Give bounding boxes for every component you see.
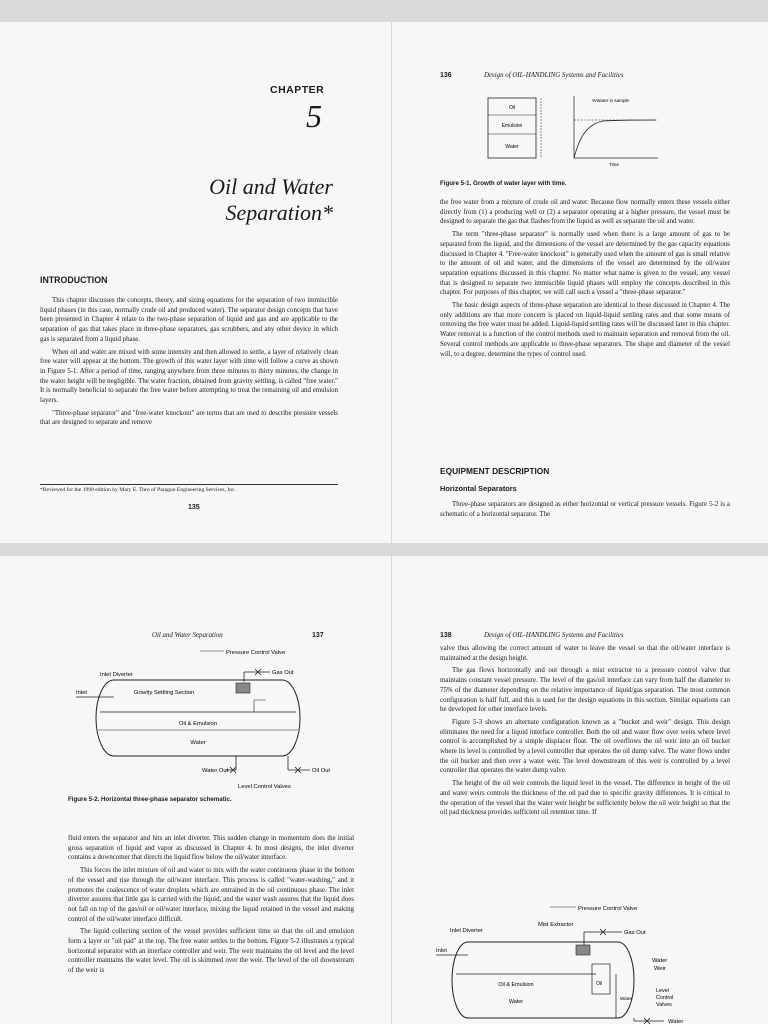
- paragraph: "Three-phase separator" and "free-water knockout" are terms that are used to describe pressure vessels that are designed to separate and remove: [40, 409, 338, 427]
- paragraph: fluid enters the separator and hits an inlet diverter. This sudden change in momentum does the initial gross separation of liquid and vapor as discussed in Chapter 4. In most designs, the inlet diverter contains a downcomer that directs the liquid flow below the oil/water interface.: [68, 835, 354, 862]
- paragraph: This chapter discusses the concepts, theory, and sizing equations for the separation of two immiscible liquid phases (in this case, normally crude oil and produced water). The separator design concepts that have been presented in Chapter 4 relate to the two-phase separation of liquid and gas and are applicable to the separation of gas that takes place in three-phase separators, gas scrubbers, and any other device in which gas is separated from a liquid phase.: [40, 297, 338, 343]
- gravity-section-label: Gravity Settling Section: [134, 690, 195, 696]
- water-weir-label-1: Water: [652, 958, 668, 964]
- inlet-diverter-label: Inlet Diverter: [100, 672, 133, 678]
- running-head: Design of OIL-HANDLING Systems and Facilities: [484, 72, 624, 79]
- curve-label: %Water in sample: [592, 98, 630, 103]
- level-label-3: Valves: [656, 1002, 672, 1008]
- pressure-valve-label: Pressure Control Valve: [226, 650, 286, 656]
- oil-bucket: [592, 964, 610, 994]
- mist-extractor-icon: [576, 945, 590, 955]
- level-label-1: Level: [656, 988, 669, 994]
- x-axis-label: Time: [608, 162, 620, 167]
- page-138: [392, 556, 768, 1024]
- paragraph: the free water from a mixture of crude oil and water. Because flow normally enters these vessels either directly from (1) a producing well or (2) a separator operating at a higher pressure, the vessel must be designed to separate the gas that flashes from the liquid as well as separate the oil and water.: [440, 199, 730, 226]
- layer-water-label: Water: [505, 144, 519, 150]
- water-out-label: Water Out: [202, 768, 229, 774]
- page-number: 138: [440, 632, 452, 639]
- figure-5-2: [70, 646, 360, 796]
- layer-emulsion-label: Emulsion: [501, 123, 523, 129]
- figure-5-1: [478, 90, 668, 170]
- chapter-number: 5: [306, 98, 322, 134]
- subsection-heading: Horizontal Separators: [440, 484, 517, 493]
- running-head: Design of OIL-HANDLING Systems and Facilities: [484, 632, 624, 639]
- body-text-2: [440, 500, 730, 522]
- page-number: 136: [440, 72, 452, 79]
- oil-label: Oil: [596, 981, 603, 987]
- inlet-label: Inlet: [436, 948, 447, 954]
- page-136: [392, 22, 768, 543]
- mist-extractor-label: Mist Extractor: [538, 922, 574, 928]
- water-weir-label-2: Weir: [654, 966, 666, 972]
- paragraph: This forces the inlet mixture of oil and water to mix with the water continuous phase in the bottom of the vessel and rise through the oil/water interface. This process is called "water-washing," and it promotes the coalescence of water droplets which are entrained in the oil continuous phase. The inlet diverter assures that little gas is carried with the liquid, and the water wash assures that the liquid does not fall on top of the gas/oil or oil/water interface, mixing the liquid retained in the vessel and making control of the oil/water interface difficult.: [68, 867, 354, 923]
- paragraph: The liquid collecting section of the vessel provides sufficient time so that the oil and emulsion form a layer or "oil pad" at the top. The free water settles to the bottom. Figure 5-2 illustrates a typical horizontal separator with an interface controller and weir. The weir maintains the oil level and the level controller maintains the water level. The oil is skimmed over the weir. The level of the oil downstream of the weir is: [68, 928, 354, 975]
- growth-curve: [574, 120, 656, 158]
- running-head: Oil and Water Separation: [152, 632, 223, 639]
- water-label: Water: [190, 740, 206, 746]
- paragraph: The height of the oil weir controls the liquid level in the vessel. The difference in height of the oil and water weirs controls the thickness of the oil pad due to specific gravity differences. It is critical to the operation of the vessel that the water weir height be sufficiently below the oil weir height so that the oil pad thickness provides sufficient oil retention time. If: [440, 780, 730, 817]
- vessel-layers-diagram: [488, 98, 541, 158]
- paragraph: The gas flows horizontally and out through a mist extractor to a pressure control valve that maintains constant vessel pressure. The level of the gas/oil interface can vary from half the diameter to 75% of the diameter depending on the relative importance of liquid/gas separation. The most common configuration is half full, and this is used for the design equations in this section. Similar equations can be developed for other interface levels.: [440, 667, 730, 714]
- inlet-diverter-label: Inlet Diverter: [450, 928, 483, 934]
- mist-extractor-icon: [236, 683, 250, 693]
- oil-emulsion-label: Oil & Emulsion: [498, 982, 534, 988]
- chapter-title: [209, 174, 333, 226]
- paragraph: Three-phase separators are designed as either horizontal or vertical pressure vessels. Figure 5-2 is a schematic of a horizontal separator. The: [440, 501, 730, 518]
- pressure-valve-label: Pressure Control Valve: [578, 906, 638, 912]
- oil-emulsion-label: Oil & Emulsion: [178, 721, 218, 727]
- paragraph: valve thus allowing the correct amount of water to leave the vessel so that the oil/water interface is maintained at the design height.: [440, 645, 730, 662]
- gas-out-label: Gas Out: [624, 930, 646, 936]
- growth-graph: [574, 96, 658, 167]
- separator-vessel: [452, 942, 634, 1018]
- title-line-1: Oil and Water: [209, 174, 333, 199]
- figure-caption: Figure 5-1. Growth of water layer with time.: [440, 180, 567, 187]
- body-text: [68, 834, 354, 979]
- level-float: [254, 700, 266, 712]
- page-137: [0, 556, 391, 1024]
- figure-caption: Figure 5-2. Horizontal three-phase separator schematic.: [68, 796, 232, 803]
- body-text: [40, 296, 338, 431]
- body-text: [440, 198, 730, 362]
- body-text: [440, 644, 730, 821]
- oil-out-label: Oil Out: [312, 768, 331, 774]
- section-heading: EQUIPMENT DESCRIPTION: [440, 466, 550, 476]
- inlet-label: Inlet: [76, 690, 87, 696]
- level-label-2: Control: [656, 995, 674, 1001]
- page-number: 137: [312, 632, 324, 639]
- figure-5-3: [432, 900, 732, 1024]
- title-line-2: Separation*: [225, 200, 333, 225]
- footnote: *Reviewed for the 1998 edition by Mary E. Thro of Paragon Engineering Services, Inc.: [40, 487, 236, 493]
- section-heading: INTRODUCTION: [40, 275, 108, 285]
- chapter-label: CHAPTER: [270, 84, 325, 96]
- page-135: [0, 22, 391, 543]
- paragraph: The term "three-phase separator" is normally used when there is a large amount of gas to be separated from the liquid, and the dimensions of the vessel are determined by the gas capacity equations discussed in Chapter 4. "Free-water knockout" is generally used when the amount of gas is small relative to the amount of oil and water, and the dimensions of the vessel are determined by the oil/water separation equations discussed in this chapter. No matter what name is given to the vessel, any vessel that is designed to separate two immiscible liquid phases will employ the concepts described in this chapter. For purposes of this chapter, we will call such a vessel a "three-phase separator.": [440, 231, 730, 297]
- paragraph: Figure 5-3 shows an alternate configuration known as a "bucket and weir" design. This design eliminates the need for a liquid interface controller. Both the oil and water flow over weirs where level control is accomplished by a simple displacer float. The oil overflows the oil weir into an oil bucket where its level is controlled by a level controller that operates the oil dump valve. The water flows under the oil bucket and then over a water weir. The level downstream of this weir is controlled by a level controller that operates the water dump valve.: [440, 718, 730, 775]
- layer-oil-label: Oil: [508, 105, 516, 111]
- paragraph: When oil and water are mixed with some intensity and then allowed to settle, a layer of relatively clean free water will appear at the bottom. The growth of this water layer with time will follow a curve as shown in Figure 5-1. After a period of time, ranging anywhere from three minutes to thirty minutes, the change in the water height will be negligible. The water fraction, obtained from gravity settling, is called "free water." It is normally beneficial to separate the free water before attempting to treat the remaining oil and emulsion layers.: [40, 348, 338, 405]
- water-small-label: Water: [620, 996, 633, 1001]
- page-number: 135: [188, 504, 200, 511]
- gas-out-label: Gas Out: [272, 670, 294, 676]
- level-valves-label: Level Control Valves: [238, 784, 291, 790]
- paragraph: The basic design aspects of three-phase separation are identical to those discussed in Chapter 4. The only additions are that more concern is placed on liquid-liquid settling rates and that some means of removing the free water must be added. Liquid-liquid settling rates will be discussed later in this chapter. Water removal is a function of the control methods used to maintain separation and removal from the oil. Several control methods are applicable to three-phase separators. The shape and diameter of the vessel will, to a degree, determine the types of control used.: [440, 302, 730, 358]
- footnote-rule: [40, 484, 338, 485]
- water-out-label: Water: [668, 1019, 684, 1024]
- water-label: Water: [508, 999, 524, 1005]
